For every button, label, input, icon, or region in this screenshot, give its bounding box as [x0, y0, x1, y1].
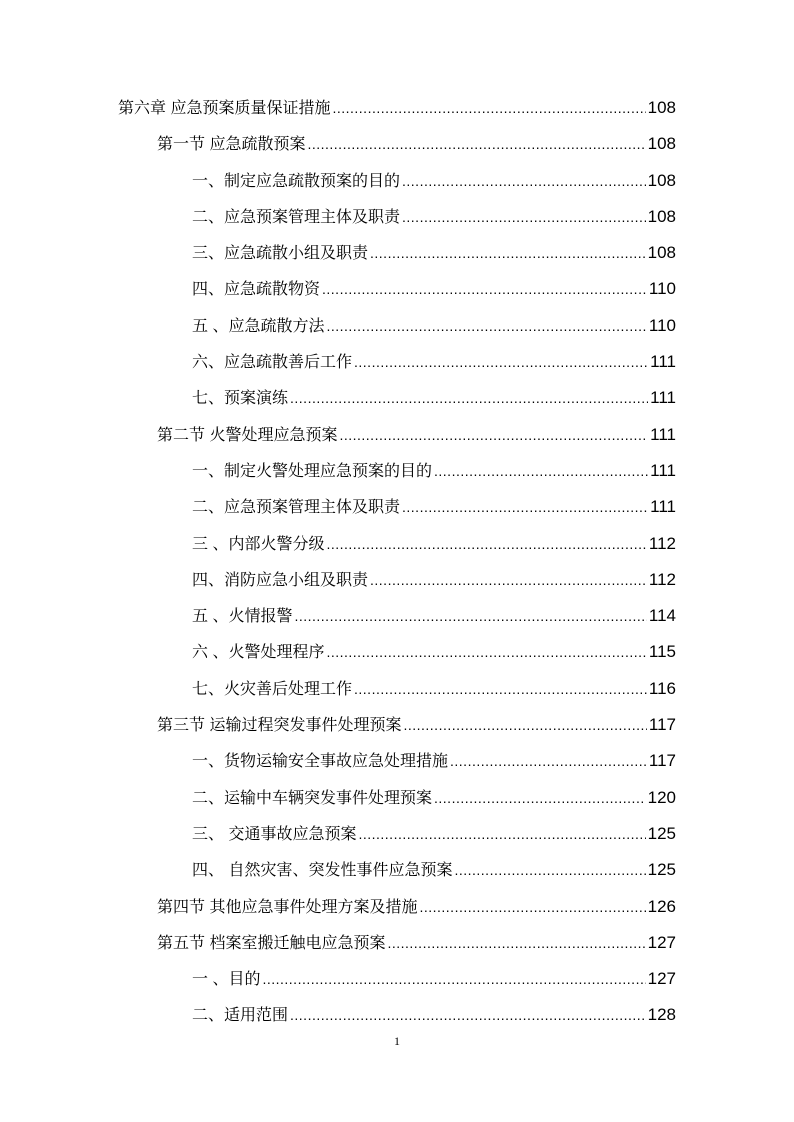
dot-leader	[290, 997, 646, 1033]
dot-leader	[402, 199, 646, 235]
toc-entry-page: 108	[647, 134, 676, 154]
toc-entry[interactable]	[0, 743, 794, 779]
dot-leader	[322, 271, 647, 307]
toc-entry-page: 111	[650, 460, 676, 480]
toc-entry-page: 112	[648, 569, 676, 589]
dot-leader	[332, 90, 645, 126]
toc-entry-title: 三 、内部火警分级	[192, 535, 325, 553]
toc-entry[interactable]	[0, 707, 794, 743]
toc-entry-title: 第四节 其他应急事件处理方案及措施	[157, 898, 418, 916]
toc-entry[interactable]	[0, 889, 794, 925]
toc-entry-page: 127	[647, 932, 676, 952]
dot-leader	[419, 889, 645, 925]
dot-leader	[358, 816, 645, 852]
toc-entry-title: 四、消防应急小组及职责	[192, 571, 369, 589]
toc-entry[interactable]	[0, 526, 794, 562]
dot-leader	[370, 235, 646, 271]
toc-entry[interactable]	[0, 199, 794, 235]
toc-entry[interactable]	[0, 235, 794, 271]
toc-entry[interactable]	[0, 852, 794, 888]
dot-leader	[402, 489, 648, 525]
toc-entry-title: 第六章 应急预案质量保证措施	[118, 100, 331, 117]
toc-entry-title: 四、 自然灾害、突发性事件应急预案	[192, 862, 453, 880]
toc-entry-title: 七、火灾善后处理工作	[192, 680, 353, 698]
toc-entry-page: 111	[650, 497, 676, 517]
toc-entry-page: 114	[648, 606, 676, 626]
toc-entry-page: 108	[647, 98, 676, 117]
toc-entry-page: 108	[647, 243, 676, 263]
toc-entry[interactable]	[0, 634, 794, 670]
toc-entry-title: 一 、目的	[192, 971, 261, 989]
toc-entry[interactable]	[0, 90, 794, 126]
toc-entry[interactable]	[0, 126, 794, 162]
dot-leader	[326, 526, 646, 562]
toc-entry-page: 117	[648, 715, 676, 735]
toc-entry[interactable]	[0, 562, 794, 598]
table-of-contents	[0, 90, 794, 1034]
toc-entry-page: 126	[647, 896, 676, 916]
toc-entry-title: 一、制定应急疏散预案的目的	[192, 172, 401, 190]
toc-entry[interactable]	[0, 997, 794, 1033]
dot-leader	[354, 671, 647, 707]
toc-entry-page: 108	[647, 206, 676, 226]
toc-entry-title: 四、应急疏散物资	[192, 281, 321, 299]
toc-entry-page: 128	[647, 1005, 676, 1025]
toc-entry-title: 二、应急预案管理主体及职责	[192, 208, 401, 226]
toc-entry-page: 110	[648, 279, 676, 299]
toc-entry-title: 三、 交通事故应急预案	[192, 825, 357, 843]
dot-leader	[402, 163, 646, 199]
toc-entry[interactable]	[0, 271, 794, 307]
toc-entry[interactable]	[0, 308, 794, 344]
toc-entry-page: 110	[648, 315, 676, 335]
dot-leader	[450, 743, 647, 779]
toc-entry-title: 三、应急疏散小组及职责	[192, 245, 369, 263]
toc-entry[interactable]	[0, 453, 794, 489]
toc-entry-page: 115	[648, 642, 676, 662]
toc-entry[interactable]	[0, 344, 794, 380]
toc-entry-title: 二、应急预案管理主体及职责	[192, 499, 401, 517]
dot-leader	[434, 453, 648, 489]
dot-leader	[262, 961, 645, 997]
toc-entry-title: 第一节 应急疏散预案	[157, 136, 306, 154]
toc-entry-page: 120	[647, 787, 676, 807]
toc-entry[interactable]	[0, 489, 794, 525]
toc-entry-page: 117	[648, 751, 676, 771]
toc-entry[interactable]	[0, 961, 794, 997]
toc-entry-page: 111	[650, 424, 676, 444]
dot-leader	[290, 380, 648, 416]
dot-leader	[403, 707, 646, 743]
toc-entry-page: 127	[647, 969, 676, 989]
toc-entry-title: 第三节 运输过程突发事件处理预案	[157, 717, 402, 735]
toc-entry[interactable]	[0, 816, 794, 852]
toc-entry-title: 一、货物运输安全事故应急处理措施	[192, 753, 449, 771]
toc-entry-title: 六、应急疏散善后工作	[192, 354, 353, 372]
toc-entry-title: 六 、火警处理程序	[192, 644, 325, 662]
toc-entry[interactable]	[0, 780, 794, 816]
dot-leader	[326, 634, 646, 670]
toc-entry[interactable]	[0, 380, 794, 416]
dot-leader	[387, 925, 645, 961]
dot-leader	[434, 780, 646, 816]
toc-entry-title: 第五节 档案室搬迁触电应急预案	[157, 934, 386, 952]
toc-entry-title: 第二节 火警处理应急预案	[157, 426, 338, 444]
toc-entry-title: 五 、火情报警	[192, 608, 293, 626]
toc-entry-title: 二、适用范围	[192, 1007, 289, 1025]
toc-entry-page: 111	[650, 352, 676, 372]
dot-leader	[294, 598, 646, 634]
page-number: 1	[394, 1034, 400, 1048]
dot-leader	[370, 562, 647, 598]
dot-leader	[307, 126, 645, 162]
toc-entry-title: 二、运输中车辆突发事件处理预案	[192, 789, 433, 807]
toc-entry[interactable]	[0, 598, 794, 634]
toc-entry[interactable]	[0, 925, 794, 961]
toc-entry-page: 108	[647, 170, 676, 190]
toc-entry-title: 七、预案演练	[192, 390, 289, 408]
toc-entry-page: 112	[648, 533, 676, 553]
toc-entry-title: 五 、应急疏散方法	[192, 317, 325, 335]
dot-leader	[339, 417, 648, 453]
toc-entry[interactable]	[0, 671, 794, 707]
dot-leader	[454, 852, 645, 888]
toc-entry[interactable]	[0, 417, 794, 453]
toc-entry-page: 125	[647, 823, 676, 843]
toc-entry-title: 一、制定火警处理应急预案的目的	[192, 462, 433, 480]
toc-entry-page: 111	[650, 388, 676, 408]
dot-leader	[354, 344, 648, 380]
toc-entry-page: 116	[648, 678, 676, 698]
toc-entry-page: 125	[647, 860, 676, 880]
dot-leader	[326, 308, 646, 344]
toc-entry[interactable]	[0, 163, 794, 199]
